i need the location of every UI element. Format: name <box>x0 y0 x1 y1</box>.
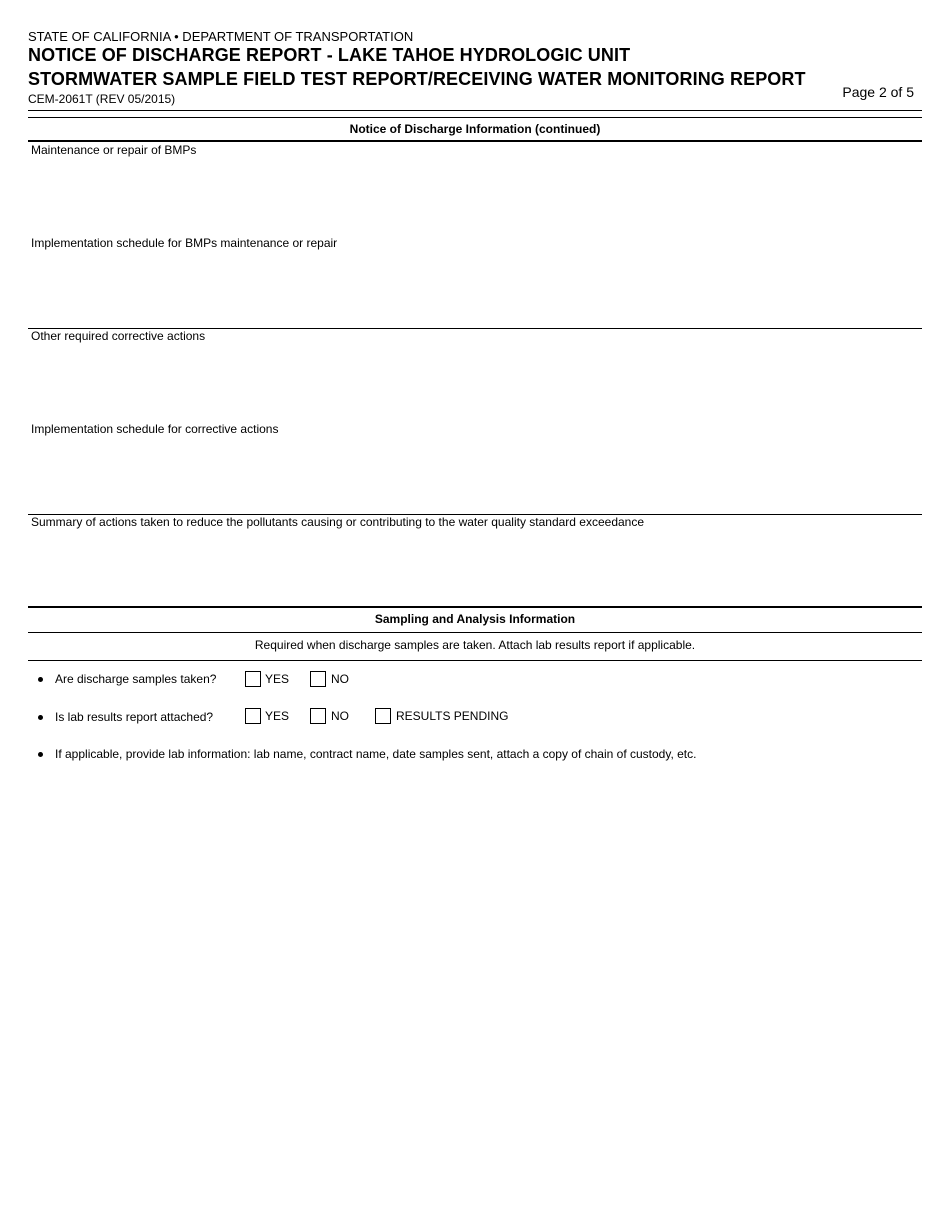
lab-report-no-checkbox[interactable] <box>310 708 326 724</box>
notice-section-title: Notice of Discharge Information (continued) <box>349 122 601 136</box>
question-samples-taken <box>38 672 216 686</box>
sampling-note: Required when discharge samples are taken. Attach lab results report if applicable. <box>254 638 696 652</box>
bullet-icon <box>38 752 43 757</box>
lab-information-instruction <box>38 747 696 761</box>
header-rule-top <box>28 110 922 111</box>
lab-report-no-label: NO <box>331 709 349 723</box>
form-title-line-1: NOTICE OF DISCHARGE REPORT - LAKE TAHOE HYDROLOGIC UNIT <box>28 45 631 65</box>
sampling-section-title: Sampling and Analysis Information <box>374 612 576 626</box>
form-title-line-2: STORMWATER SAMPLE FIELD TEST REPORT/RECEIVING WATER MONITORING REPORT <box>28 69 806 89</box>
question-samples-taken-text: Are discharge samples taken? <box>55 672 217 686</box>
samples-taken-yes-label: YES <box>265 672 290 686</box>
agency-line: STATE OF CALIFORNIA • DEPARTMENT OF TRANSPORTATION <box>28 29 414 44</box>
other-corrective-actions-label: Other required corrective actions <box>31 329 206 343</box>
bmp-schedule-label: Implementation schedule for BMPs maintenance or repair <box>31 236 338 250</box>
header-rule-bottom <box>28 117 922 118</box>
lab-report-pending-label: RESULTS PENDING <box>396 709 509 723</box>
question-lab-report-text: Is lab results report attached? <box>55 710 214 724</box>
lab-information-text: If applicable, provide lab information: lab name, contract name, date samples sent, attach a copy of chain of custody, etc. <box>55 747 697 761</box>
page-number: Page 2 of 5 <box>842 84 914 100</box>
samples-taken-no-label: NO <box>331 672 349 686</box>
maintenance-repair-label: Maintenance or repair of BMPs <box>31 143 197 157</box>
sampling-section-rule-top <box>28 606 922 608</box>
notice-section-rule <box>28 140 922 142</box>
sampling-section-rule-mid <box>28 632 922 633</box>
form-number: CEM-2061T (REV 05/2015) <box>28 92 176 106</box>
sampling-section-rule-bottom <box>28 660 922 661</box>
summary-actions-label: Summary of actions taken to reduce the pollutants causing or contributing to the water quality standard exceedance <box>31 515 645 529</box>
corrective-schedule-label: Implementation schedule for corrective actions <box>31 422 279 436</box>
samples-taken-yes-checkbox[interactable] <box>245 671 261 687</box>
bullet-icon <box>38 677 43 682</box>
lab-report-yes-checkbox[interactable] <box>245 708 261 724</box>
samples-taken-no-checkbox[interactable] <box>310 671 326 687</box>
bullet-icon <box>38 715 43 720</box>
lab-report-pending-checkbox[interactable] <box>375 708 391 724</box>
question-lab-report-attached <box>38 710 213 724</box>
lab-report-yes-label: YES <box>265 709 290 723</box>
